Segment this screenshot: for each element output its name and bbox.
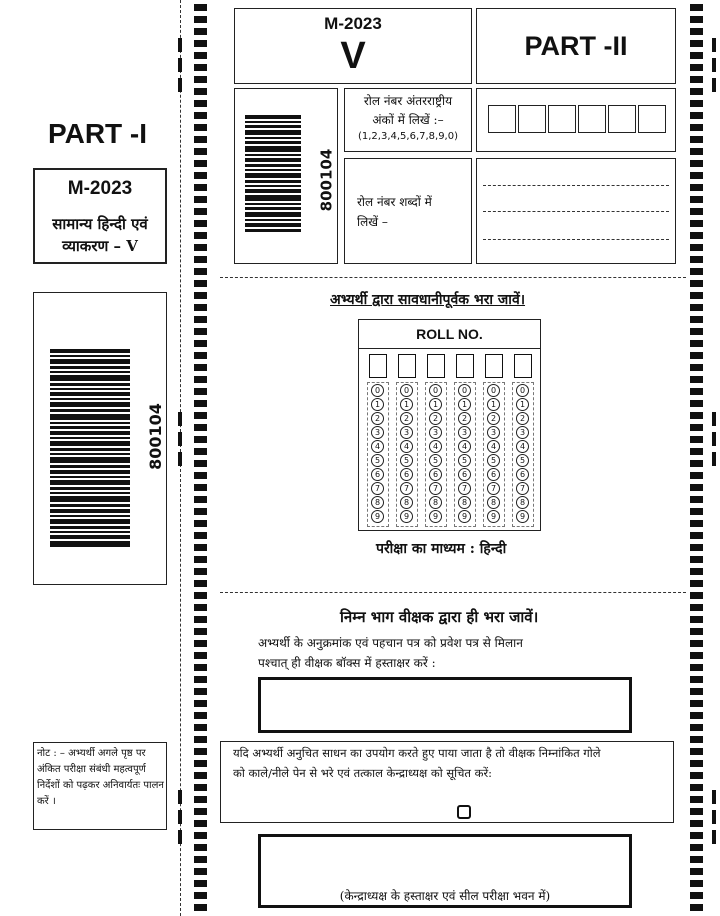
- omr-bubble[interactable]: 6: [516, 468, 529, 481]
- omr-bubble[interactable]: 6: [458, 468, 471, 481]
- header-code-box: [234, 8, 472, 84]
- timing-mark: [194, 4, 207, 11]
- timing-mark: [690, 796, 703, 803]
- timing-mark: [194, 88, 207, 95]
- timing-mark: [194, 316, 207, 323]
- timing-mark: [690, 4, 703, 11]
- timing-mark: [690, 340, 703, 347]
- omr-bubble[interactable]: 9: [400, 510, 413, 523]
- timing-mark: [690, 604, 703, 611]
- omr-bubble[interactable]: 9: [371, 510, 384, 523]
- omr-bubble[interactable]: 3: [371, 426, 384, 439]
- timing-mark: [194, 556, 207, 563]
- timing-mark: [690, 580, 703, 587]
- stub-barcode: [50, 349, 130, 549]
- timing-mark: [690, 220, 703, 227]
- timing-mark: [194, 688, 207, 695]
- timing-mark: [690, 76, 703, 83]
- timing-mark: [194, 388, 207, 395]
- timing-mark: [690, 820, 703, 827]
- timing-mark: [194, 820, 207, 827]
- timing-mark: [194, 172, 207, 179]
- timing-mark: [194, 532, 207, 539]
- timing-mark: [690, 16, 703, 23]
- omr-bubble[interactable]: 4: [516, 440, 529, 453]
- timing-mark: [690, 556, 703, 563]
- stub-note-box: [33, 742, 167, 830]
- timing-mark: [194, 580, 207, 587]
- timing-mark: [690, 376, 703, 383]
- timing-mark: [194, 208, 207, 215]
- timing-mark: [194, 628, 207, 635]
- omr-bubble[interactable]: 0: [487, 384, 500, 397]
- timing-mark: [690, 208, 703, 215]
- omr-bubble[interactable]: 4: [487, 440, 500, 453]
- timing-mark: [194, 760, 207, 767]
- timing-mark: [194, 604, 207, 611]
- timing-mark: [194, 304, 207, 311]
- omr-bubble[interactable]: 3: [487, 426, 500, 439]
- timing-mark: [690, 412, 703, 419]
- roll-barcode-number: 800104: [317, 148, 336, 212]
- timing-mark: [690, 160, 703, 167]
- timing-mark: [194, 184, 207, 191]
- timing-mark: [690, 472, 703, 479]
- timing-mark: [690, 784, 703, 791]
- roll-digits-label-line2: अंकों में लिखें :–: [372, 113, 444, 127]
- roll-barcode-box: [234, 88, 338, 264]
- omr-bubble[interactable]: 9: [458, 510, 471, 523]
- omr-digit-write-box[interactable]: [456, 354, 474, 378]
- timing-mark: [690, 268, 703, 275]
- omr-bubble[interactable]: 8: [429, 496, 442, 509]
- timing-mark: [690, 544, 703, 551]
- timing-mark: [690, 244, 703, 251]
- timing-mark: [194, 616, 207, 623]
- omr-bubble[interactable]: 2: [400, 412, 413, 425]
- omr-bubble[interactable]: 5: [458, 454, 471, 467]
- timing-mark: [194, 784, 207, 791]
- timing-mark: [194, 292, 207, 299]
- omr-bubble[interactable]: 8: [400, 496, 413, 509]
- timing-mark: [690, 568, 703, 575]
- omr-bubble[interactable]: 1: [458, 398, 471, 411]
- stub-subject-line2: व्याकरण – V: [62, 237, 138, 255]
- timing-mark: [194, 700, 207, 707]
- timing-mark: [690, 676, 703, 683]
- omr-medium: परीक्षा का माध्यम : हिन्दी: [376, 541, 507, 557]
- invigilator-instruction-line2: पश्चात् ही वीक्षक बॉक्स में हस्ताक्षर करें :: [258, 656, 436, 670]
- timing-mark: [690, 28, 703, 35]
- timing-mark: [194, 844, 207, 851]
- omr-bubble[interactable]: 5: [429, 454, 442, 467]
- timing-mark: [690, 136, 703, 143]
- timing-mark: [194, 676, 207, 683]
- timing-mark: [194, 64, 207, 71]
- timing-mark: [194, 772, 207, 779]
- timing-mark: [690, 868, 703, 875]
- omr-bubble[interactable]: 4: [458, 440, 471, 453]
- omr-bubble[interactable]: 9: [487, 510, 500, 523]
- timing-mark: [690, 64, 703, 71]
- timing-mark: [690, 148, 703, 155]
- roll-digit-box[interactable]: [488, 105, 516, 133]
- timing-mark: [194, 472, 207, 479]
- stub-barcode-number: 800104: [145, 403, 165, 470]
- timing-mark: [690, 112, 703, 119]
- timing-mark: [690, 352, 703, 359]
- timing-mark: [690, 880, 703, 887]
- timing-mark: [690, 184, 703, 191]
- timing-mark: [194, 136, 207, 143]
- timing-mark: [690, 748, 703, 755]
- omr-bubble[interactable]: 3: [429, 426, 442, 439]
- omr-bubble[interactable]: 4: [400, 440, 413, 453]
- omr-bubble[interactable]: 0: [458, 384, 471, 397]
- stub-barcode-box: [33, 292, 167, 585]
- roll-barcode: [245, 115, 301, 234]
- timing-mark: [690, 844, 703, 851]
- omr-instruction: अभ्यर्थी द्वारा सावधानीपूर्वक भरा जावें।: [330, 292, 526, 308]
- timing-mark: [194, 664, 207, 671]
- timing-mark: [194, 232, 207, 239]
- timing-mark: [690, 460, 703, 467]
- omr-bubble[interactable]: 2: [371, 412, 384, 425]
- timing-mark: [194, 16, 207, 23]
- roll-digit-box[interactable]: [518, 105, 546, 133]
- omr-bubble[interactable]: 6: [487, 468, 500, 481]
- timing-mark: [194, 160, 207, 167]
- timing-mark: [194, 352, 207, 359]
- omr-bubble[interactable]: 5: [516, 454, 529, 467]
- roll-words-label-line2: लिखें –: [357, 215, 388, 229]
- timing-mark: [194, 904, 207, 911]
- roll-digit-box[interactable]: [608, 105, 636, 133]
- timing-mark: [690, 592, 703, 599]
- timing-mark: [194, 712, 207, 719]
- timing-mark: [194, 868, 207, 875]
- timing-mark: [690, 628, 703, 635]
- timing-mark: [194, 220, 207, 227]
- timing-mark: [690, 484, 703, 491]
- omr-bubble[interactable]: 6: [371, 468, 384, 481]
- timing-mark: [690, 364, 703, 371]
- roll-digit-box[interactable]: [548, 105, 576, 133]
- section-divider: [220, 277, 686, 278]
- timing-mark: [690, 88, 703, 95]
- roll-digits-entry-box: [476, 88, 676, 152]
- omr-bubble[interactable]: 0: [400, 384, 413, 397]
- timing-mark: [194, 364, 207, 371]
- omr-bubble[interactable]: 1: [516, 398, 529, 411]
- omr-bubble[interactable]: 8: [516, 496, 529, 509]
- omr-bubble[interactable]: 1: [371, 398, 384, 411]
- stub-subject-box: [33, 168, 167, 264]
- omr-bubble[interactable]: 7: [516, 482, 529, 495]
- roll-digit-box[interactable]: [638, 105, 666, 133]
- roll-words-label-line1: रोल नंबर शब्दों में: [357, 195, 432, 209]
- omr-bubble[interactable]: 5: [400, 454, 413, 467]
- timing-mark: [194, 148, 207, 155]
- timing-mark: [690, 856, 703, 863]
- timing-mark: [194, 196, 207, 203]
- timing-mark: [690, 436, 703, 443]
- timing-mark: [194, 796, 207, 803]
- omr-bubble[interactable]: 6: [429, 468, 442, 481]
- stub-subject-line1: सामान्य हिन्दी एवं: [52, 215, 148, 233]
- timing-mark: [690, 832, 703, 839]
- roll-digits-label-box: [344, 88, 472, 152]
- omr-bubble[interactable]: 7: [400, 482, 413, 495]
- omr-bubble[interactable]: 1: [400, 398, 413, 411]
- omr-bubble[interactable]: 3: [400, 426, 413, 439]
- timing-mark: [194, 280, 207, 287]
- roll-words-label-box: [344, 158, 472, 264]
- timing-mark: [690, 724, 703, 731]
- section-divider: [220, 592, 686, 593]
- timing-mark: [690, 172, 703, 179]
- timing-mark: [194, 652, 207, 659]
- omr-bubble[interactable]: 1: [487, 398, 500, 411]
- unfair-text-line1: यदि अभ्यर्थी अनुचित साधन का उपयोग करते हुए पाया जाता है तो वीक्षक निम्नांकित गोले: [233, 746, 601, 760]
- timing-mark: [690, 292, 703, 299]
- omr-bubble[interactable]: 8: [371, 496, 384, 509]
- timing-mark: [194, 52, 207, 59]
- timing-mark: [194, 28, 207, 35]
- timing-mark: [194, 736, 207, 743]
- timing-mark: [194, 484, 207, 491]
- omr-bubble[interactable]: 4: [371, 440, 384, 453]
- timing-mark: [194, 880, 207, 887]
- omr-bubble[interactable]: 7: [429, 482, 442, 495]
- omr-bubble[interactable]: 8: [487, 496, 500, 509]
- timing-mark: [194, 892, 207, 899]
- omr-roll-title: ROLL NO.: [359, 320, 540, 349]
- timing-mark: [690, 532, 703, 539]
- timing-mark: [690, 772, 703, 779]
- omr-bubble[interactable]: 8: [458, 496, 471, 509]
- timing-mark: [690, 280, 703, 287]
- timing-mark: [690, 652, 703, 659]
- timing-mark: [194, 328, 207, 335]
- header-code: M-2023: [324, 14, 382, 33]
- timing-mark: [690, 496, 703, 503]
- unfair-text-line2: को काले/नीले पेन से भरे एवं तत्काल केन्द्राध्यक्ष को सूचित करें:: [233, 766, 493, 780]
- omr-bubble[interactable]: 0: [429, 384, 442, 397]
- timing-mark: [690, 100, 703, 107]
- timing-mark: [690, 892, 703, 899]
- omr-bubble[interactable]: 9: [429, 510, 442, 523]
- omr-bubble[interactable]: 7: [487, 482, 500, 495]
- omr-digit-write-box[interactable]: [427, 354, 445, 378]
- timing-mark: [194, 256, 207, 263]
- timing-mark: [194, 412, 207, 419]
- roll-digits-hint: (1,2,3,4,5,6,7,8,9,0): [357, 131, 459, 142]
- stub-note: नोट : – अभ्यर्थी अगले पृष्ठ पर अंकित परीक्षा संबंधी महत्वपूर्ण निर्देशों को पढ़कर अनिवार्यतः पालन करें ।: [37, 748, 164, 807]
- unfair-marker-circle[interactable]: [457, 805, 471, 819]
- header-part-box: [476, 8, 676, 84]
- timing-mark: [194, 124, 207, 131]
- omr-bubble[interactable]: 1: [429, 398, 442, 411]
- stub-part-label: PART -I: [48, 118, 148, 149]
- timing-mark: [690, 232, 703, 239]
- timing-mark: [194, 400, 207, 407]
- timing-mark: [194, 640, 207, 647]
- omr-bubble[interactable]: 3: [516, 426, 529, 439]
- omr-bubble[interactable]: 7: [458, 482, 471, 495]
- timing-mark: [690, 40, 703, 47]
- omr-bubble[interactable]: 5: [487, 454, 500, 467]
- invigilator-instruction-line1: अभ्यर्थी के अनुक्रमांक एवं पहचान पत्र को प्रवेश पत्र से मिलान: [258, 636, 523, 650]
- omr-bubble[interactable]: 2: [487, 412, 500, 425]
- timing-mark: [194, 340, 207, 347]
- timing-mark: [690, 124, 703, 131]
- timing-mark: [690, 700, 703, 707]
- timing-mark: [690, 448, 703, 455]
- timing-mark: [194, 592, 207, 599]
- roll-digits-label-line1: रोल नंबर अंतरराष्ट्रीय: [363, 94, 453, 108]
- timing-mark: [690, 760, 703, 767]
- timing-mark: [690, 664, 703, 671]
- left-timing-track: [194, 0, 207, 916]
- timing-mark: [194, 424, 207, 431]
- omr-bubble[interactable]: 0: [516, 384, 529, 397]
- omr-bubble[interactable]: 0: [371, 384, 384, 397]
- timing-mark: [194, 460, 207, 467]
- timing-mark: [194, 100, 207, 107]
- omr-bubble[interactable]: 3: [458, 426, 471, 439]
- timing-mark: [194, 508, 207, 515]
- timing-mark: [690, 424, 703, 431]
- timing-mark: [194, 520, 207, 527]
- timing-mark: [690, 256, 703, 263]
- header-series: V: [340, 35, 366, 77]
- timing-mark: [194, 448, 207, 455]
- timing-mark: [194, 808, 207, 815]
- timing-mark: [690, 388, 703, 395]
- header-part-label: PART -II: [524, 31, 628, 61]
- omr-digit-write-box[interactable]: [398, 354, 416, 378]
- omr-bubble[interactable]: 6: [400, 468, 413, 481]
- timing-mark: [194, 112, 207, 119]
- omr-bubble[interactable]: 2: [458, 412, 471, 425]
- timing-mark: [194, 568, 207, 575]
- timing-mark: [690, 520, 703, 527]
- timing-mark: [690, 316, 703, 323]
- timing-mark: [690, 196, 703, 203]
- timing-mark: [690, 400, 703, 407]
- timing-mark: [690, 808, 703, 815]
- omr-bubble[interactable]: 2: [516, 412, 529, 425]
- invigilator-title: निम्न भाग वीक्षक द्वारा ही भरा जावें।: [340, 608, 539, 626]
- timing-mark: [690, 328, 703, 335]
- timing-mark: [690, 616, 703, 623]
- timing-mark: [194, 496, 207, 503]
- timing-mark: [194, 832, 207, 839]
- omr-digit-write-box[interactable]: [485, 354, 503, 378]
- omr-digit-write-box[interactable]: [514, 354, 532, 378]
- timing-mark: [194, 544, 207, 551]
- timing-mark: [194, 748, 207, 755]
- timing-mark: [690, 712, 703, 719]
- omr-bubble[interactable]: 9: [516, 510, 529, 523]
- timing-mark: [194, 436, 207, 443]
- timing-mark: [690, 508, 703, 515]
- timing-mark: [690, 688, 703, 695]
- timing-mark: [690, 640, 703, 647]
- timing-mark: [194, 268, 207, 275]
- stub-code: M-2023: [67, 178, 133, 199]
- timing-mark: [194, 76, 207, 83]
- omr-bubble[interactable]: 2: [429, 412, 442, 425]
- timing-mark: [690, 52, 703, 59]
- timing-mark: [690, 904, 703, 911]
- omr-bubble[interactable]: 7: [371, 482, 384, 495]
- omr-bubble[interactable]: 4: [429, 440, 442, 453]
- centre-signature-box[interactable]: [258, 834, 632, 908]
- centre-label: (केन्द्राध्यक्ष के हस्ताक्षर एवं सील परीक्षा भवन में): [339, 889, 551, 903]
- timing-mark: [690, 304, 703, 311]
- unfair-means-box: [220, 741, 674, 823]
- omr-bubble[interactable]: 5: [371, 454, 384, 467]
- timing-mark: [194, 40, 207, 47]
- roll-digit-box[interactable]: [578, 105, 606, 133]
- invigilator-signature-box[interactable]: [258, 677, 632, 733]
- timing-mark: [690, 736, 703, 743]
- roll-words-entry-box[interactable]: [476, 158, 676, 264]
- timing-mark: [194, 376, 207, 383]
- right-timing-track: [690, 0, 703, 916]
- omr-roll-grid: [358, 319, 541, 531]
- omr-digit-write-box[interactable]: [369, 354, 387, 378]
- timing-mark: [194, 724, 207, 731]
- timing-mark: [194, 856, 207, 863]
- timing-mark: [194, 244, 207, 251]
